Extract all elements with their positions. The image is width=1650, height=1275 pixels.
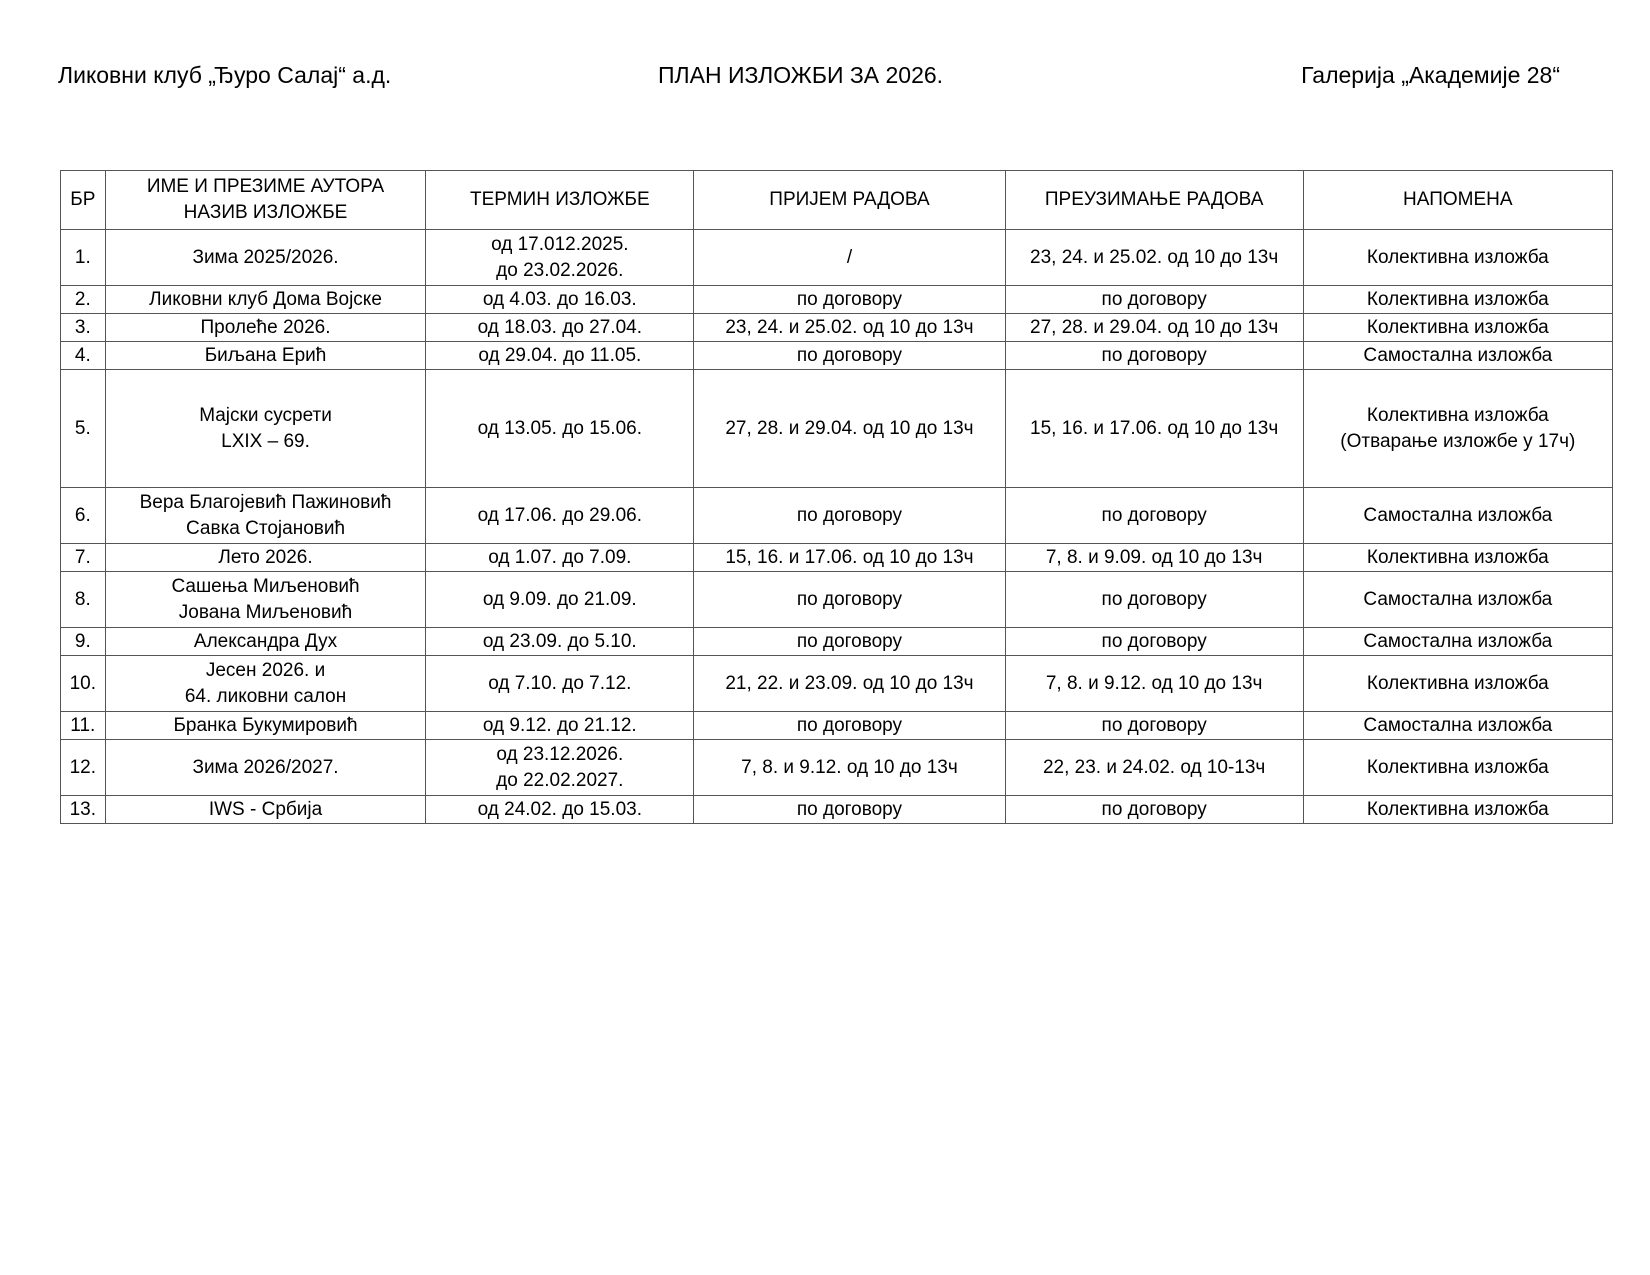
- term-cell-line: до 23.02.2026.: [496, 259, 624, 281]
- note-cell-line: Колективна изложба: [1366, 546, 1549, 568]
- return-cell: [1005, 370, 1303, 488]
- column-header-author-line: ИМЕ И ПРЕЗИМЕ АУТОРА: [146, 176, 385, 197]
- term-cell: [426, 370, 694, 488]
- table-body: [61, 230, 1613, 824]
- number-cell: 1.: [61, 230, 106, 286]
- author-cell-line: Вера Благојевић Пажиновић: [139, 491, 392, 513]
- term-cell-line: од 1.07. до 7.09.: [488, 546, 632, 568]
- number-cell: 10.: [61, 656, 106, 712]
- table-row: [61, 544, 1613, 572]
- return-cell-line: 22, 23. и 24.02. од 10-13ч: [1042, 756, 1266, 778]
- author-cell-line: Биљана Ерић: [204, 344, 327, 366]
- term-cell-line: до 22.02.2027.: [496, 769, 624, 791]
- return-cell-line: по договору: [1101, 588, 1207, 610]
- note-cell-line: Самостална изложба: [1363, 714, 1553, 736]
- number-cell: 8.: [61, 572, 106, 628]
- return-cell-line: по договору: [1101, 798, 1207, 820]
- author-cell: [105, 342, 426, 370]
- column-header-note: НАПОМЕНА: [1303, 171, 1612, 230]
- receipt-cell-line: по договору: [796, 504, 903, 526]
- return-cell: [1005, 544, 1303, 572]
- note-cell-line: Самостална изложба: [1363, 344, 1553, 366]
- term-cell-line: од 24.02. до 15.03.: [477, 798, 643, 820]
- author-cell-line: 64. ликовни салон: [184, 685, 347, 707]
- return-cell: [1005, 712, 1303, 740]
- receipt-cell: [694, 572, 1005, 628]
- term-cell-line: од 4.03. до 16.03.: [482, 288, 637, 310]
- number-cell: 11.: [61, 712, 106, 740]
- author-cell: [105, 656, 426, 712]
- return-cell: [1005, 572, 1303, 628]
- note-cell-line: Колективна изложба: [1366, 756, 1549, 778]
- table-row: [61, 488, 1613, 544]
- return-cell: [1005, 488, 1303, 544]
- receipt-cell-line: по договору: [796, 798, 903, 820]
- receipt-cell-line: по договору: [796, 344, 903, 366]
- note-cell-line: Колективна изложба: [1366, 404, 1549, 426]
- term-cell: [426, 572, 694, 628]
- note-cell: [1303, 314, 1612, 342]
- author-cell-line: Александра Дух: [193, 630, 338, 652]
- table-row: [61, 342, 1613, 370]
- table-row: [61, 572, 1613, 628]
- note-cell: [1303, 796, 1612, 824]
- author-cell: [105, 544, 426, 572]
- receipt-cell-line: 15, 16. и 17.06. од 10 до 13ч: [725, 546, 974, 568]
- author-cell: [105, 796, 426, 824]
- receipt-cell: [694, 796, 1005, 824]
- return-cell: [1005, 628, 1303, 656]
- author-cell-line: Јесен 2026. и: [205, 659, 326, 681]
- number-cell: 13.: [61, 796, 106, 824]
- table-row: [61, 656, 1613, 712]
- return-cell: [1005, 314, 1303, 342]
- note-cell-line: Колективна изложба: [1366, 246, 1549, 268]
- return-cell: [1005, 342, 1303, 370]
- author-cell: [105, 230, 426, 286]
- note-cell: [1303, 740, 1612, 796]
- table-header-row: [61, 171, 1613, 230]
- receipt-cell: [694, 628, 1005, 656]
- term-cell: [426, 628, 694, 656]
- author-cell-line: Пролеће 2026.: [200, 316, 331, 338]
- number-cell: 3.: [61, 314, 106, 342]
- receipt-cell: [694, 544, 1005, 572]
- return-cell-line: 15, 16. и 17.06. од 10 до 13ч: [1030, 417, 1279, 439]
- note-cell: [1303, 712, 1612, 740]
- return-cell-line: по договору: [1101, 714, 1207, 736]
- term-cell-line: од 17.012.2025.: [491, 233, 629, 255]
- author-cell-line: Лето 2026.: [218, 546, 313, 568]
- author-cell: [105, 488, 426, 544]
- receipt-cell-line: 27, 28. и 29.04. од 10 до 13ч: [725, 417, 974, 439]
- author-cell: [105, 740, 426, 796]
- number-cell: 12.: [61, 740, 106, 796]
- number-cell: 7.: [61, 544, 106, 572]
- note-cell: [1303, 342, 1612, 370]
- table-row: [61, 314, 1613, 342]
- author-cell: [105, 314, 426, 342]
- table-row: [61, 796, 1613, 824]
- column-header-author: [105, 171, 426, 230]
- table-row: [61, 740, 1613, 796]
- note-cell: [1303, 656, 1612, 712]
- return-cell-line: по договору: [1101, 344, 1207, 366]
- receipt-cell: [694, 342, 1005, 370]
- column-header-return: ПРЕУЗИМАЊЕ РАДОВА: [1005, 171, 1303, 230]
- term-cell: [426, 488, 694, 544]
- receipt-cell: [694, 740, 1005, 796]
- table-row: [61, 286, 1613, 314]
- receipt-cell: [694, 286, 1005, 314]
- author-cell-line: Савка Стојановић: [185, 517, 346, 539]
- term-cell: [426, 544, 694, 572]
- return-cell-line: 27, 28. и 29.04. од 10 до 13ч: [1030, 316, 1279, 338]
- return-cell: [1005, 230, 1303, 286]
- return-cell: [1005, 740, 1303, 796]
- receipt-cell-line: /: [846, 246, 853, 268]
- column-header-term: ТЕРМИН ИЗЛОЖБЕ: [426, 171, 694, 230]
- return-cell-line: 7, 8. и 9.09. од 10 до 13ч: [1045, 546, 1263, 568]
- receipt-cell-line: 7, 8. и 9.12. од 10 до 13ч: [741, 756, 958, 778]
- receipt-cell: [694, 230, 1005, 286]
- table-row: [61, 712, 1613, 740]
- return-cell: [1005, 656, 1303, 712]
- receipt-cell: [694, 370, 1005, 488]
- receipt-cell: [694, 656, 1005, 712]
- note-cell: [1303, 488, 1612, 544]
- term-cell: [426, 740, 694, 796]
- term-cell: [426, 286, 694, 314]
- receipt-cell-line: 23, 24. и 25.02. од 10 до 13ч: [725, 316, 974, 338]
- note-cell: [1303, 628, 1612, 656]
- page-header: [0, 62, 1650, 98]
- note-cell-line: Самостална изложба: [1363, 504, 1553, 526]
- return-cell-line: по договору: [1101, 630, 1207, 652]
- number-cell: 4.: [61, 342, 106, 370]
- gallery-name: Галерија „Академије 28“: [1301, 62, 1560, 88]
- note-cell: [1303, 230, 1612, 286]
- note-cell-line: Самостална изложба: [1363, 630, 1553, 652]
- author-cell-line: LXIX – 69.: [221, 430, 310, 452]
- number-cell: 9.: [61, 628, 106, 656]
- return-cell-line: 7, 8. и 9.12. од 10 до 13ч: [1045, 672, 1263, 694]
- term-cell: [426, 712, 694, 740]
- note-cell: [1303, 286, 1612, 314]
- author-cell-line: Ликовни клуб Дома Војске: [149, 288, 382, 310]
- author-cell-line: Мајски сусрети: [199, 404, 332, 426]
- term-cell-line: од 7.10. до 7.12.: [488, 672, 632, 694]
- author-cell: [105, 286, 426, 314]
- term-cell: [426, 314, 694, 342]
- return-cell: [1005, 796, 1303, 824]
- term-cell-line: од 9.12. до 21.12.: [482, 714, 637, 736]
- note-cell-line: Колективна изложба: [1366, 798, 1549, 820]
- author-cell: [105, 370, 426, 488]
- number-cell: 2.: [61, 286, 106, 314]
- term-cell-line: од 23.12.2026.: [496, 743, 624, 765]
- note-cell-line: Колективна изложба: [1366, 288, 1549, 310]
- note-cell-line: Колективна изложба: [1366, 316, 1549, 338]
- club-name: Ликовни клуб „Ђуро Салај“ а.д.: [58, 62, 392, 88]
- receipt-cell: [694, 712, 1005, 740]
- table-row: [61, 370, 1613, 488]
- term-cell: [426, 230, 694, 286]
- term-cell-line: од 9.09. до 21.09.: [482, 588, 637, 610]
- term-cell: [426, 796, 694, 824]
- receipt-cell-line: по договору: [796, 288, 903, 310]
- term-cell-line: од 23.09. до 5.10.: [482, 630, 637, 652]
- author-cell-line: Бранка Букумировић: [173, 714, 358, 736]
- return-cell-line: по договору: [1101, 504, 1207, 526]
- author-cell: [105, 628, 426, 656]
- note-cell: [1303, 370, 1612, 488]
- note-cell-line: Колективна изложба: [1366, 672, 1549, 694]
- author-cell: [105, 712, 426, 740]
- exhibition-plan-table: [60, 170, 1613, 824]
- return-cell-line: по договору: [1101, 288, 1207, 310]
- author-cell-line: Јована Миљеновић: [178, 601, 353, 623]
- return-cell-line: 23, 24. и 25.02. од 10 до 13ч: [1030, 246, 1279, 268]
- term-cell-line: од 29.04. до 11.05.: [478, 344, 642, 366]
- author-cell-line: Сашења Миљеновић: [171, 575, 360, 597]
- author-cell-line: IWS - Србија: [208, 798, 323, 820]
- term-cell-line: од 17.06. до 29.06.: [477, 504, 643, 526]
- table-row: [61, 230, 1613, 286]
- author-cell-line: Зима 2025/2026.: [192, 246, 339, 268]
- table-row: [61, 628, 1613, 656]
- number-cell: 6.: [61, 488, 106, 544]
- page-title: ПЛАН ИЗЛОЖБИ ЗА 2026.: [658, 62, 944, 88]
- return-cell: [1005, 286, 1303, 314]
- receipt-cell-line: по договору: [796, 630, 903, 652]
- author-cell: [105, 572, 426, 628]
- note-cell-line: (Отварање изложбе у 17ч): [1340, 430, 1576, 452]
- receipt-cell-line: по договору: [796, 588, 903, 610]
- column-header-receipt: ПРИЈЕМ РАДОВА: [694, 171, 1005, 230]
- receipt-cell-line: по договору: [796, 714, 903, 736]
- receipt-cell-line: 21, 22. и 23.09. од 10 до 13ч: [725, 672, 974, 694]
- term-cell-line: од 13.05. до 15.06.: [477, 417, 643, 439]
- note-cell-line: Самостална изложба: [1363, 588, 1553, 610]
- term-cell: [426, 342, 694, 370]
- receipt-cell: [694, 314, 1005, 342]
- note-cell: [1303, 572, 1612, 628]
- term-cell: [426, 656, 694, 712]
- receipt-cell: [694, 488, 1005, 544]
- term-cell-line: од 18.03. до 27.04.: [477, 316, 643, 338]
- number-cell: 5.: [61, 370, 106, 488]
- author-cell-line: Зима 2026/2027.: [192, 756, 339, 778]
- column-header-title-line: НАЗИВ ИЗЛОЖБЕ: [183, 202, 348, 223]
- note-cell: [1303, 544, 1612, 572]
- column-header-number: БР: [61, 171, 106, 230]
